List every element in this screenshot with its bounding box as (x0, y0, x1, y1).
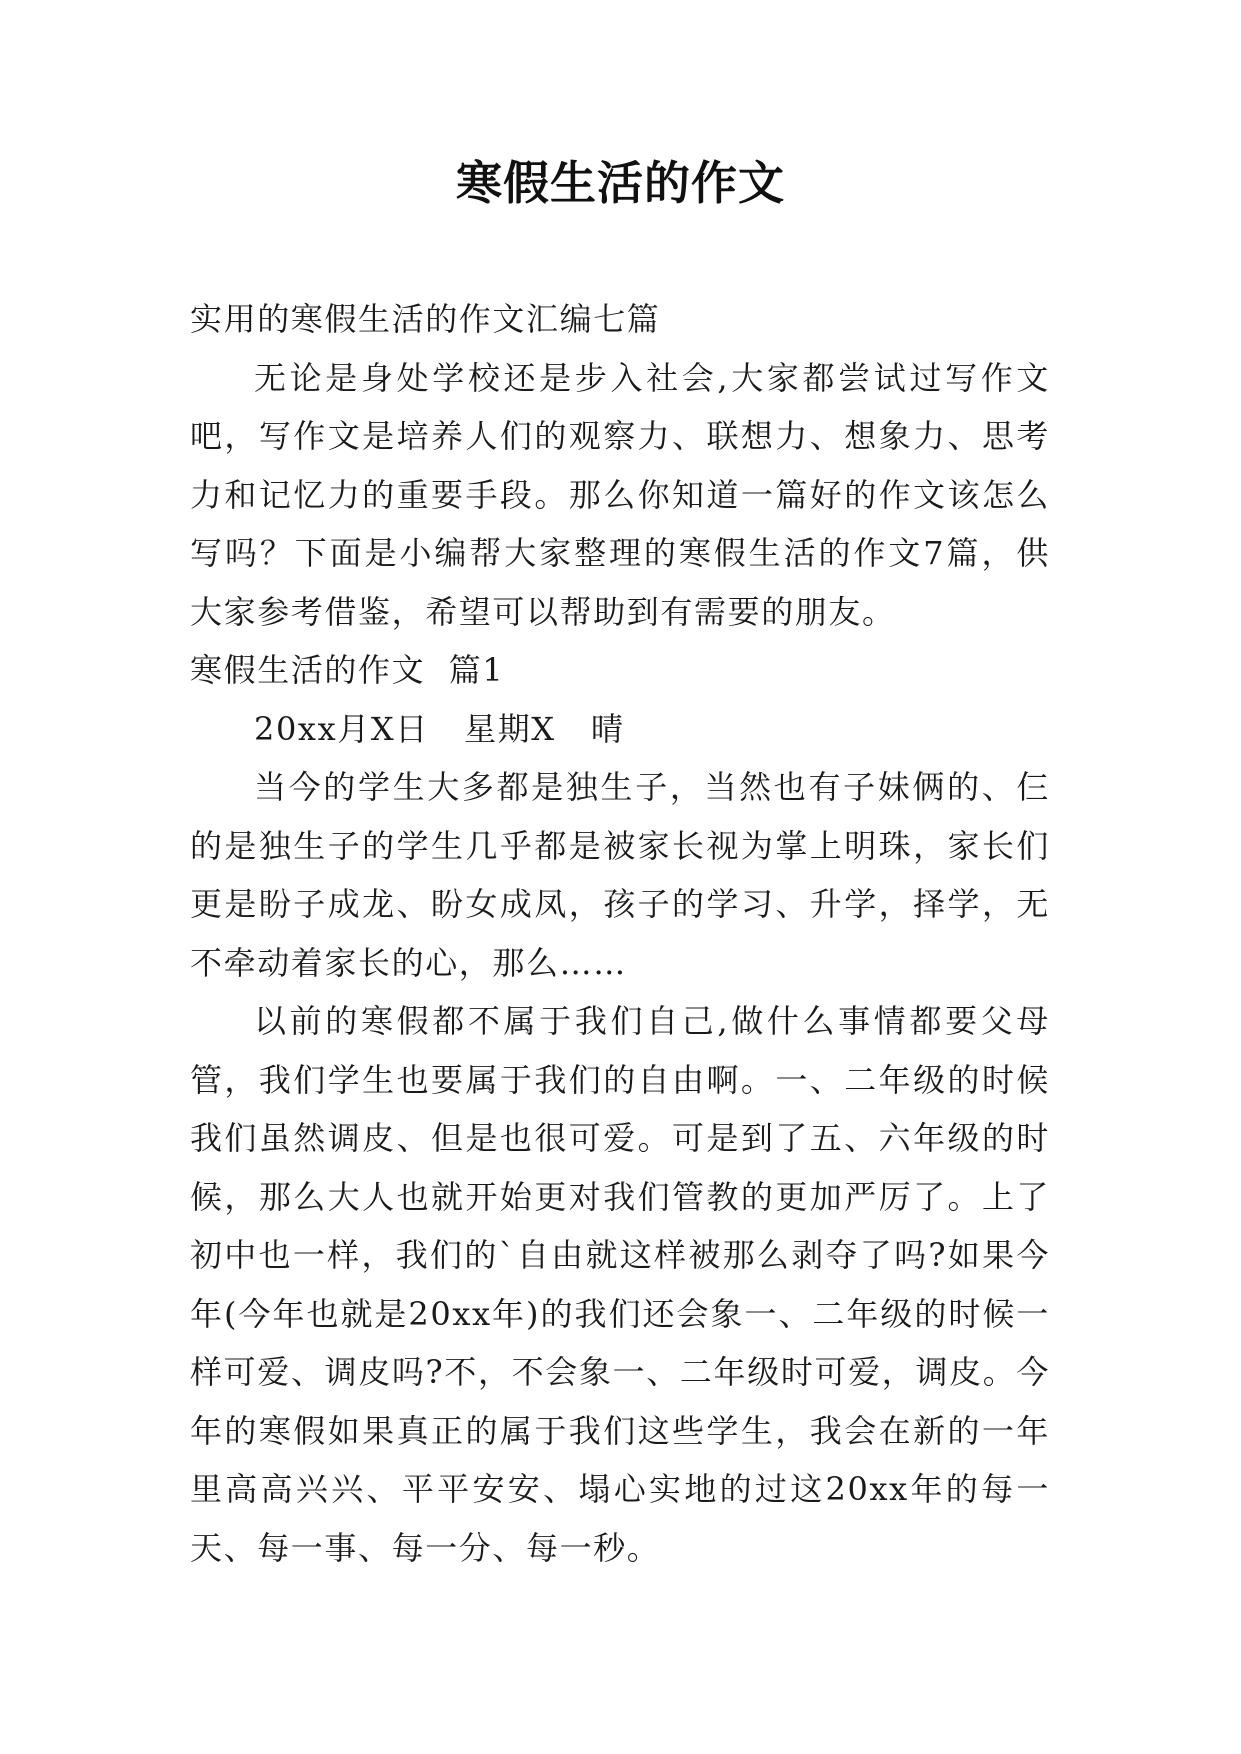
section-heading: 寒假生活的作文 篇1 (190, 651, 505, 689)
document-body (190, 290, 1050, 1577)
body-paragraph: 以前的寒假都不属于我们自己,做什么事情都要父母管，我们学生也要属于我们的自由啊。一、二年级的时候我们虽然调皮、但是也很可爱。可是到了五、六年级的时候，那么大人也就开始更对我们管教的更加严厉了。上了初中也一样，我们的`自由就这样被那么剥夺了吗?如果今年(今年也就是20xx年)的我们还会象一、二年级的时候一样可爱、调皮吗?不，不会象一、二年级时可爱，调皮。今年的寒假如果真正的属于我们这些学生，我会在新的一年里高高兴兴、平平安安、塌心实地的过这20xx年的每一天、每一事、每一分、每一秒。 (190, 1002, 1050, 1567)
intro-paragraph: 无论是身处学校还是步入社会,大家都尝试过写作文吧，写作文是培养人们的观察力、联想力、想象力、思考力和记忆力的重要手段。那么你知道一篇好的作文该怎么写吗？下面是小编帮大家整理的寒假生活的作文7篇，供大家参考借鉴，希望可以帮助到有需要的朋友。 (190, 358, 1050, 631)
document-title: 寒假生活的作文 (456, 156, 785, 210)
date-line: 20xx月X日 星期X 晴 (254, 709, 625, 748)
body-paragraph: 当今的学生大多都是独生子，当然也有子妹俩的、仨的是独生子的学生几乎都是被家长视为掌上明珠，家长们更是盼子成龙、盼女成凤，孩子的学习、升学，择学，无不牵动着家长的心，那么…… (190, 768, 1050, 982)
document-subtitle: 实用的寒假生活的作文汇编七篇 (190, 300, 661, 338)
